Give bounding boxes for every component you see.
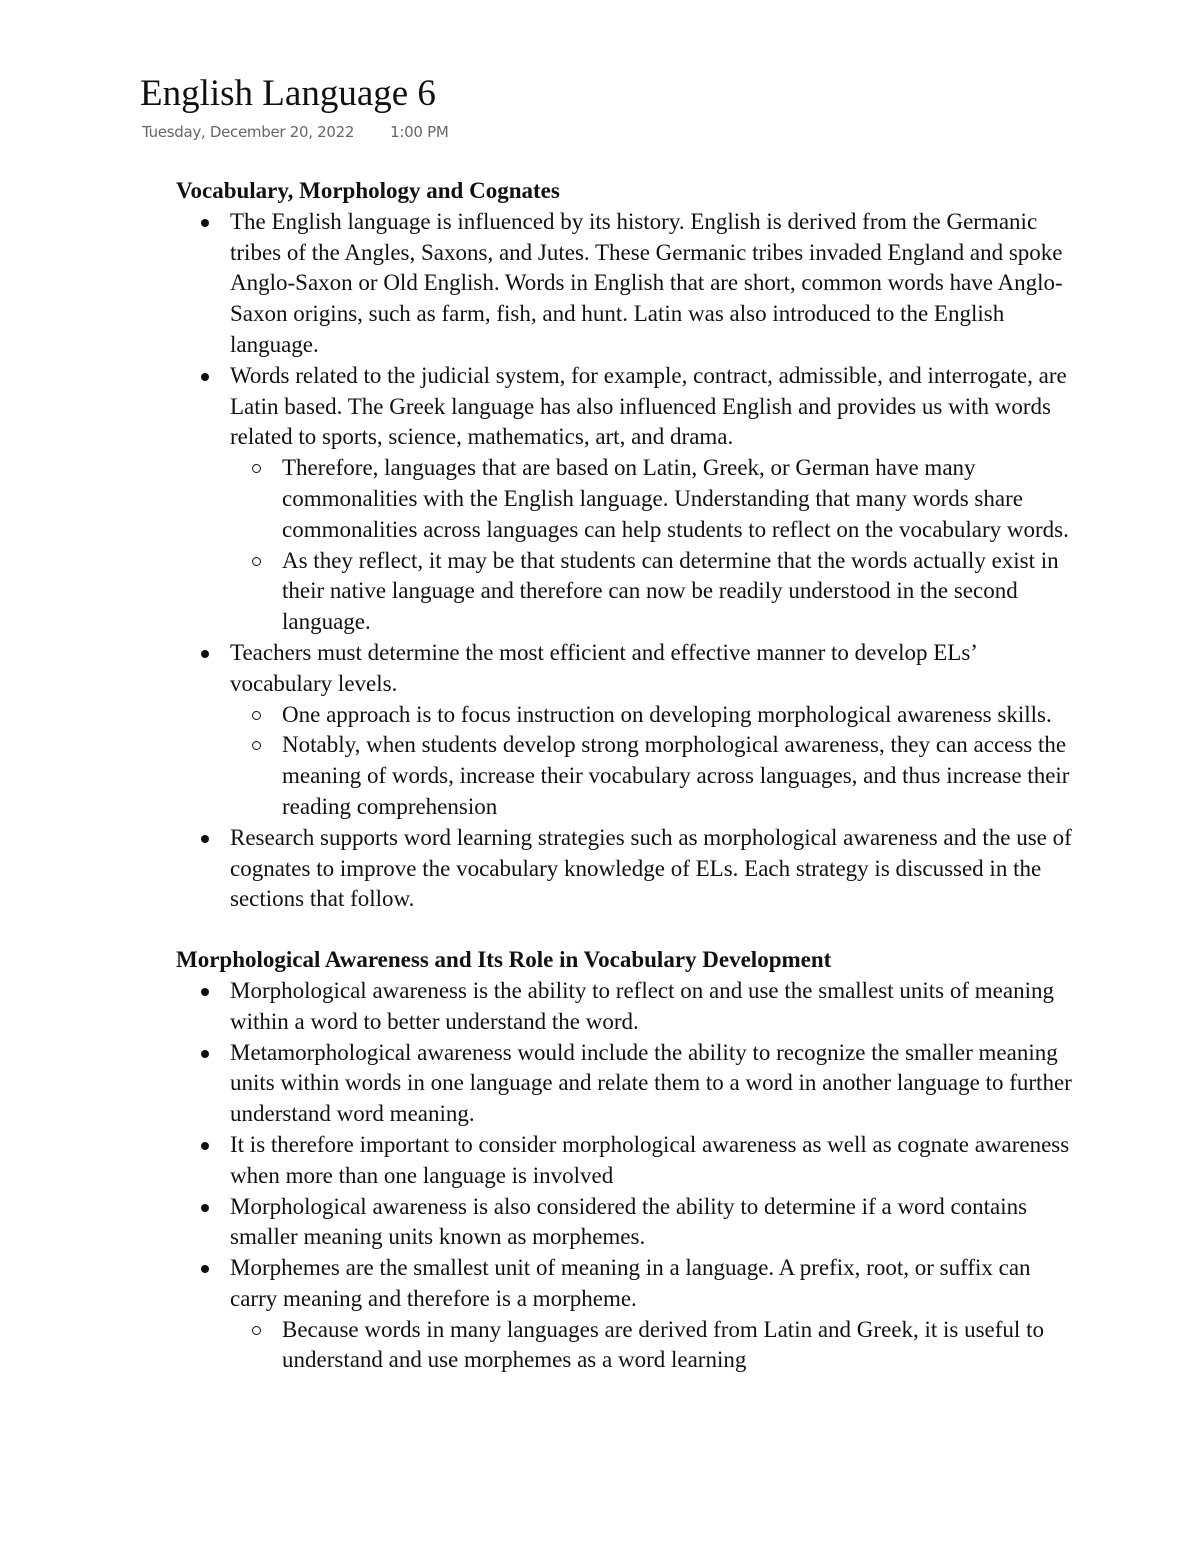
section-vocabulary-morphology-cognates bbox=[176, 176, 1076, 915]
note-date: Tuesday, December 20, 2022 bbox=[142, 123, 355, 141]
bullet-item bbox=[230, 638, 1076, 823]
sub-bullet-list bbox=[230, 1315, 1076, 1377]
bullet-text: Teachers must determine the most efficient and effective manner to develop ELs’ vocabulary levels. bbox=[230, 639, 977, 696]
sub-bullet-text: Because words in many languages are derived from Latin and Greek, it is useful to understand and use morphemes as a word learning bbox=[282, 1316, 1044, 1373]
sub-bullet-item bbox=[282, 700, 1076, 731]
bullet-text: Morphemes are the smallest unit of meaning in a language. A prefix, root, or suffix can carry meaning and therefore is a morpheme. bbox=[230, 1255, 1031, 1311]
bullet-item bbox=[230, 361, 1076, 638]
bullet-item bbox=[230, 976, 1076, 1038]
sub-bullet-list bbox=[230, 700, 1076, 823]
sub-bullet-text: One approach is to focus instruction on developing morphological awareness skills. bbox=[282, 701, 1052, 727]
section-heading: Morphological Awareness and Its Role in Vocabulary Development bbox=[176, 947, 832, 973]
bullet-text: It is therefore important to consider morphological awareness as well as cognate awareness when more than one language is involved bbox=[230, 1131, 1070, 1188]
bullet-item bbox=[230, 1192, 1076, 1254]
bullet-text: Research supports word learning strategies such as morphological awareness and the use of cognates to improve the vocabulary knowledge of ELs. Each strategy is discussed in the sections that follow. bbox=[230, 824, 1072, 912]
bullet-text: Words related to the judicial system, for example, contract, admissible, and interrogate, are Latin based. The Greek language has also influenced English and provides us with words related to sports, science, mathematics, art, and drama. bbox=[230, 362, 1067, 450]
sub-bullet-text: As they reflect, it may be that students can determine that the words actually exist in their native language and therefore can now be readily understood in the second language. bbox=[282, 547, 1059, 635]
sub-bullet-text: Notably, when students develop strong morphological awareness, they can access the meaning of words, increase their vocabulary across languages, and thus increase their reading comprehension bbox=[282, 732, 1070, 819]
sub-bullet-list bbox=[230, 453, 1076, 638]
section-morphological-awareness bbox=[176, 945, 1076, 1376]
bullet-item bbox=[230, 207, 1076, 361]
bullet-list bbox=[176, 976, 1076, 1376]
bullet-text: The English language is influenced by its history. English is derived from the Germanic tribes of the Angles, Saxons, and Jutes. These Germanic tribes invaded England and spoke Anglo-Saxon or Old English. Words in English that are short, common words have Anglo-Saxon origins, such as farm, fish, and hunt. Latin was also introduced to the English language. bbox=[230, 208, 1063, 357]
sub-bullet-item bbox=[282, 730, 1076, 822]
bullet-item bbox=[230, 1130, 1076, 1192]
bullet-item bbox=[230, 1253, 1076, 1376]
section-heading: Vocabulary, Morphology and Cognates bbox=[176, 178, 560, 203]
sub-bullet-item bbox=[282, 1315, 1076, 1377]
sub-bullet-item bbox=[282, 546, 1076, 638]
note-time: 1:00 PM bbox=[390, 123, 449, 141]
bullet-text: Metamorphological awareness would include the ability to recognize the smaller meaning units within words in one language and relate them to a word in another language to further understand word meaning. bbox=[230, 1039, 1072, 1127]
note-timestamp bbox=[142, 123, 448, 141]
bullet-item bbox=[230, 823, 1076, 915]
bullet-list bbox=[176, 207, 1076, 915]
sub-bullet-text: Therefore, languages that are based on Latin, Greek, or German have many commonalities with the English language. Understanding that many words share commonalities across languages can help students to reflect on the vocabulary words. bbox=[282, 455, 1069, 542]
bullet-item bbox=[230, 1038, 1076, 1130]
sub-bullet-item bbox=[282, 453, 1076, 545]
bullet-text: Morphological awareness is also considered the ability to determine if a word contains smaller meaning units known as morphemes. bbox=[230, 1193, 1028, 1250]
page-title: English Language 6 bbox=[140, 73, 436, 114]
note-body bbox=[176, 176, 1076, 1376]
bullet-text: Morphological awareness is the ability to reflect on and use the smallest units of meaning within a word to better understand the word. bbox=[230, 977, 1054, 1034]
